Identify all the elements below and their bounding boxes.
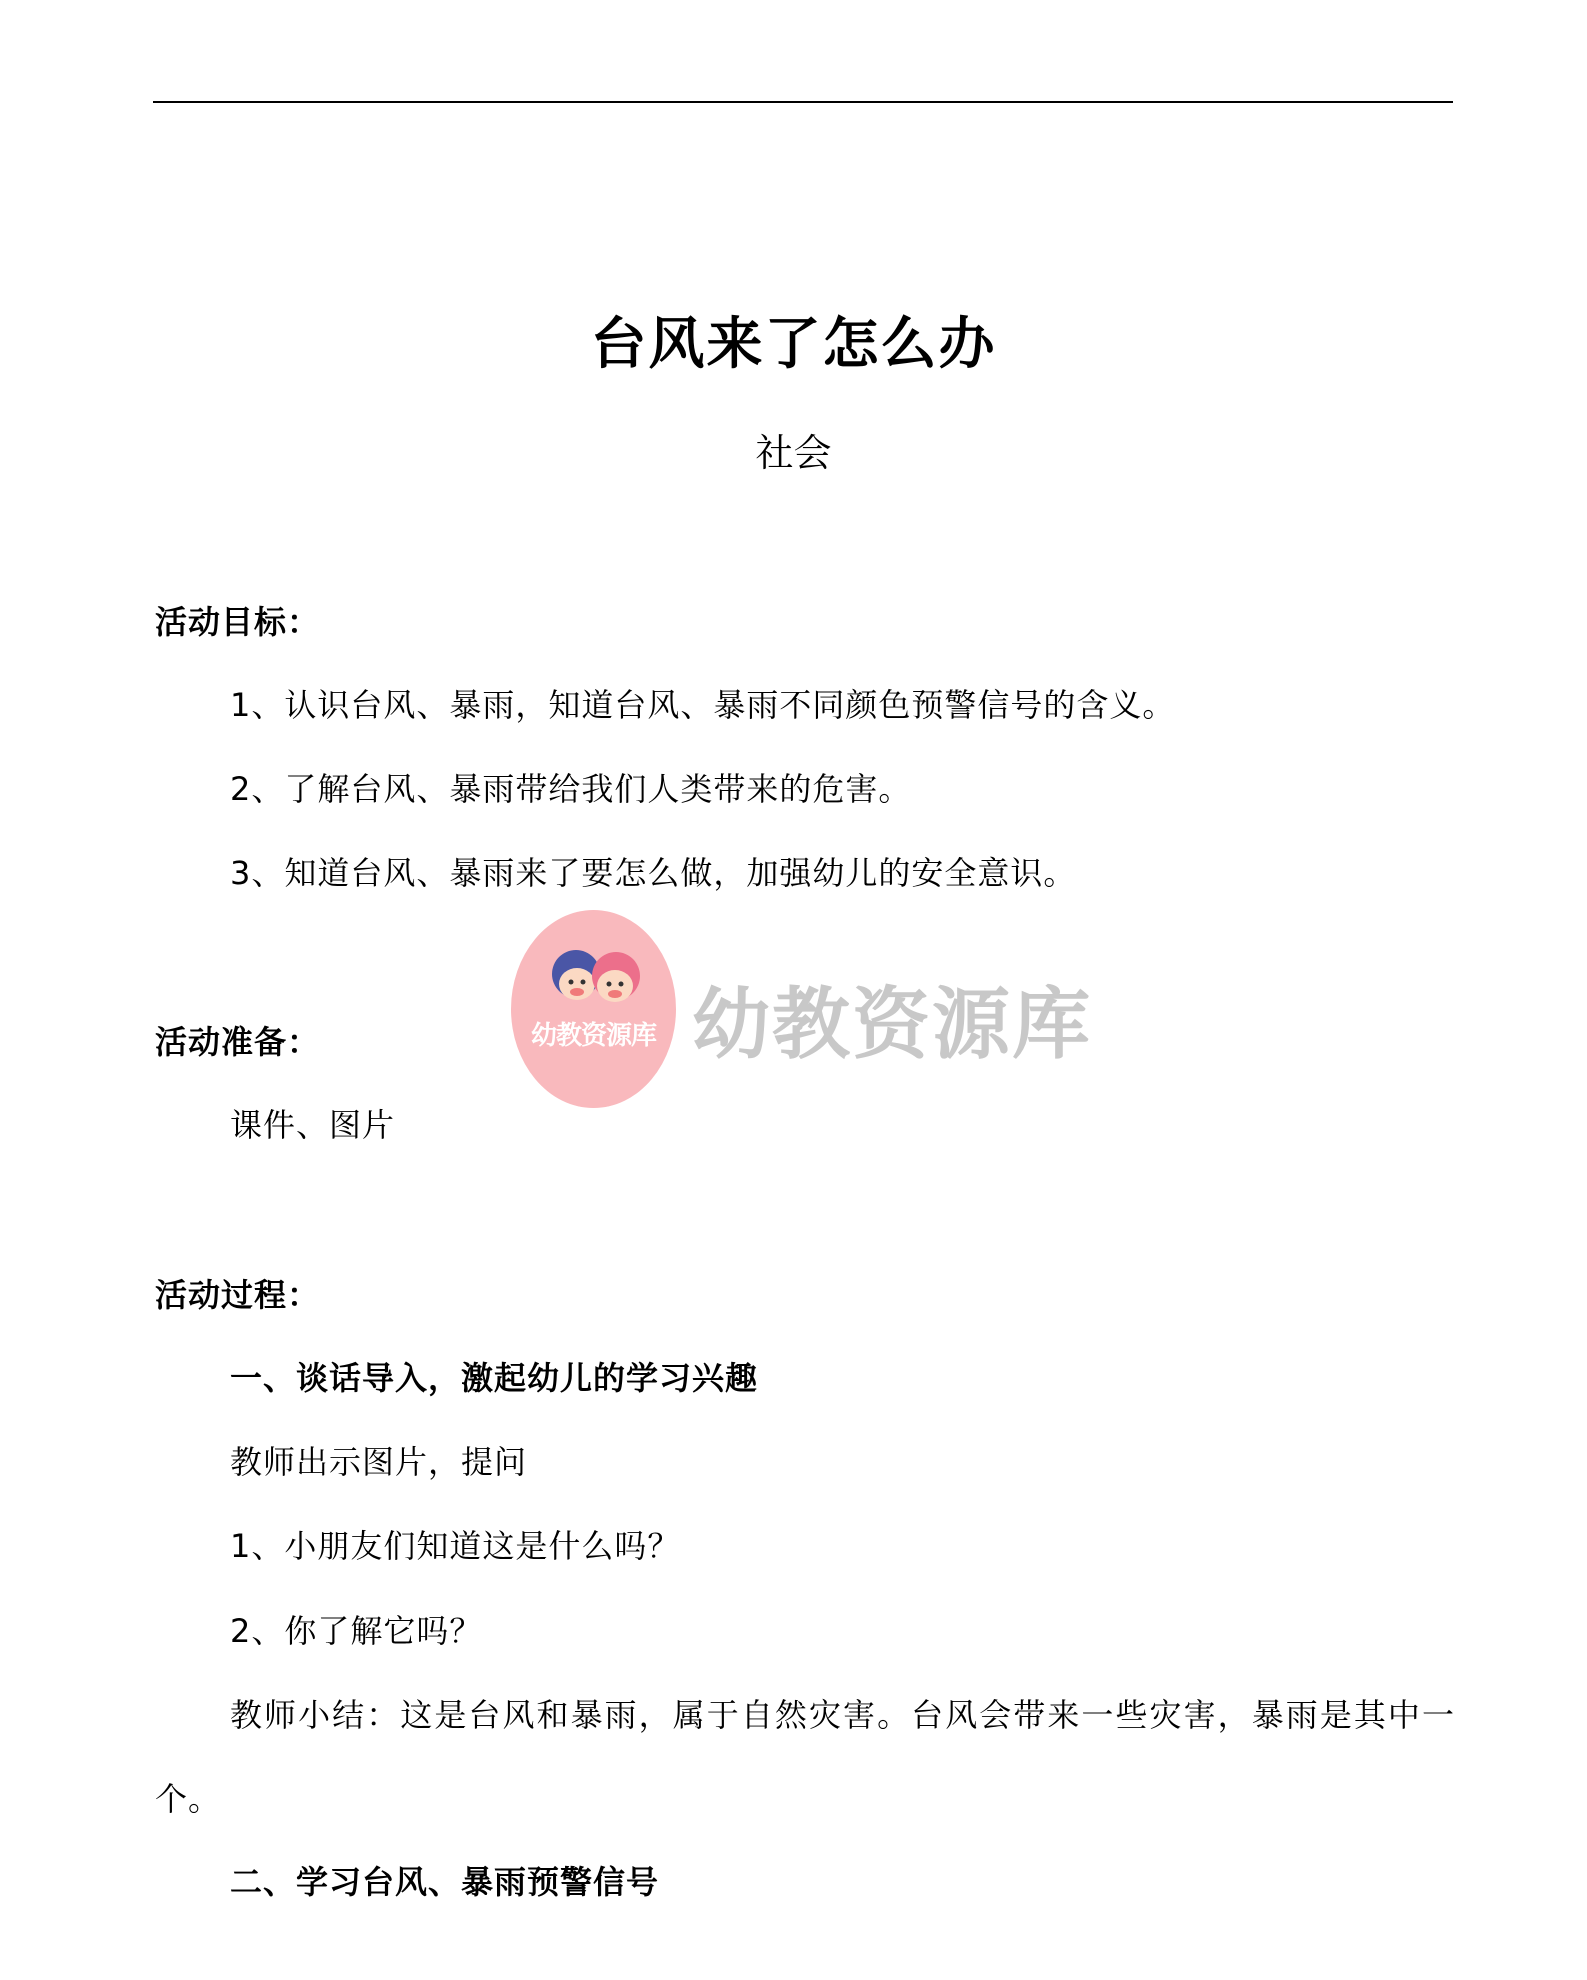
document-subtitle: 社会 — [755, 431, 832, 475]
goal-item: 3、知道台风、暴雨来了要怎么做，加强幼儿的安全意识。 — [230, 854, 1077, 892]
process-heading: 活动过程： — [155, 1276, 321, 1314]
kids-face-icon — [541, 938, 651, 1018]
header-rule — [153, 101, 1453, 103]
question-item: 2、你了解它吗？ — [230, 1612, 483, 1650]
goal-item: 1、认识台风、暴雨，知道台风、暴雨不同颜色预警信号的含义。 — [230, 686, 1176, 724]
step2-title: 二、学习台风、暴雨预警信号 — [230, 1863, 660, 1901]
goals-heading: 活动目标： — [155, 603, 321, 641]
goal-item: 2、了解台风、暴雨带给我们人类带来的危害。 — [230, 770, 912, 808]
watermark-badge — [511, 910, 676, 1110]
step1-intro: 教师出示图片，提问 — [230, 1443, 528, 1481]
teacher-summary: 教师小结：这是台风和暴雨，属于自然灾害。台风会带来一些灾害，暴雨是其中一个。 — [155, 1696, 1455, 1818]
step1-title: 一、谈话导入，激起幼儿的学习兴趣 — [230, 1359, 759, 1397]
watermark-badge-text: 幼教资源库 — [530, 1021, 656, 1051]
question-item: 1、小朋友们知道这是什么吗？ — [230, 1527, 681, 1565]
watermark-text: 幼教资源库 — [692, 980, 1093, 1070]
preparation-heading: 活动准备： — [155, 1023, 321, 1061]
document-title: 台风来了怎么办 — [590, 312, 997, 377]
preparation-content: 课件、图片 — [230, 1106, 396, 1144]
